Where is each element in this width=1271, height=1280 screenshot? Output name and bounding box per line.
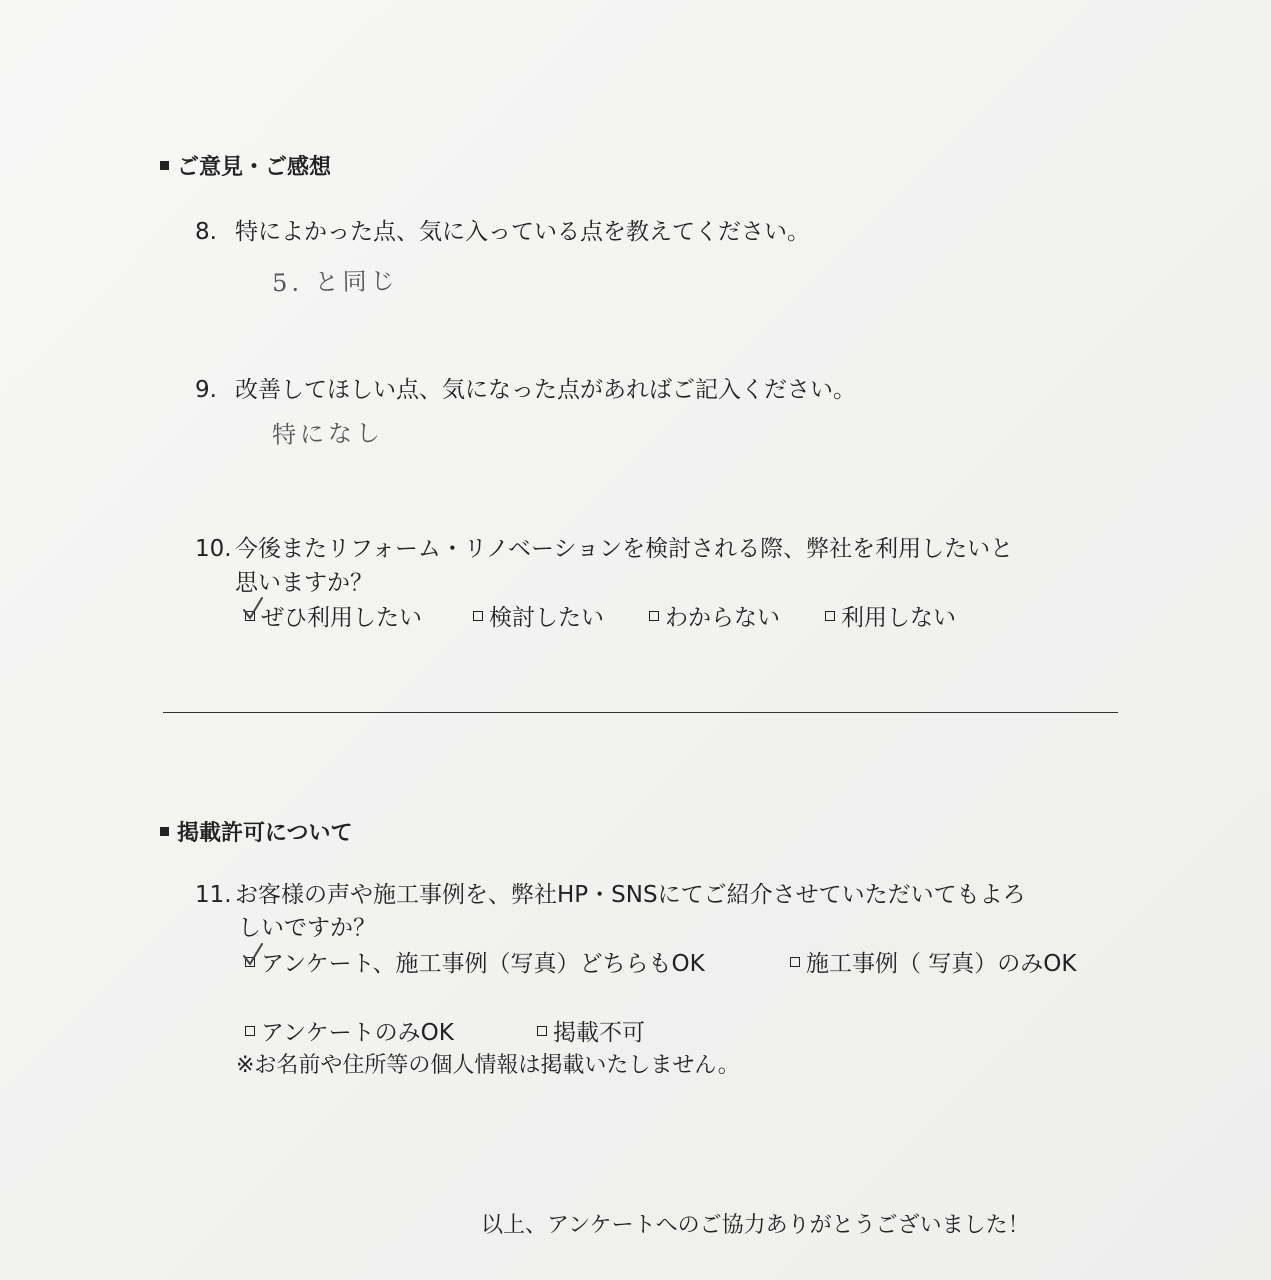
question-text-continued: 思いますか？ (235, 570, 373, 596)
question-text-continued: しいですか？ (238, 915, 376, 941)
option-consider[interactable] (473, 599, 604, 632)
option-label: わからない (665, 605, 780, 631)
question-number: 8. (195, 219, 217, 245)
option-not-sure[interactable] (649, 599, 780, 632)
checkbox[interactable] (245, 1026, 255, 1036)
checkbox-checked[interactable] (245, 611, 255, 621)
handwritten-answer-9: 特になし (271, 419, 385, 449)
question-text: 特によかった点、気に入っている点を教えてください。 (235, 219, 810, 245)
option-label: 掲載不可 (553, 1020, 645, 1046)
section-heading-opinions (160, 150, 331, 181)
checkbox[interactable] (649, 611, 659, 621)
heading-square-icon (160, 161, 169, 170)
question-8 (195, 213, 810, 246)
checkbox-checked[interactable] (245, 957, 255, 967)
option-survey-only-ok[interactable] (245, 1014, 454, 1047)
option-label: アンケート、施工事例（写真）どちらもOK (261, 951, 705, 977)
checkbox[interactable] (473, 611, 483, 621)
checkmark-icon (242, 942, 266, 966)
option-no-publication[interactable] (537, 1014, 645, 1047)
question-text: 今後またリフォーム・リノベーションを検討される際、弊社を利用したいと (235, 536, 1014, 562)
privacy-note: ※お名前や住所等の個人情報は掲載いたしません。 (236, 1053, 740, 1078)
option-photos-only-ok[interactable] (790, 945, 1077, 978)
question-10 (195, 530, 1013, 563)
option-label: 利用しない (841, 605, 956, 631)
question-number: 11. (195, 882, 232, 908)
option-label: 施工事例（ 写真）のみOK (806, 951, 1077, 977)
option-survey-and-photos-ok[interactable] (245, 945, 705, 978)
section-divider (163, 712, 1118, 713)
question-9 (195, 371, 856, 404)
checkbox[interactable] (825, 611, 835, 621)
question-number: 9. (195, 377, 217, 403)
question-text: 改善してほしい点、気になった点があればご記入ください。 (235, 377, 856, 403)
section-heading-text: ご意見・ご感想 (177, 155, 332, 180)
section-heading-text: 掲載許可について (177, 821, 353, 846)
question-text: お客様の声や施工事例を、弊社HP・SNSにてご紹介させていただいてもよろ (235, 882, 1026, 908)
question-number: 10. (195, 536, 232, 562)
checkbox[interactable] (790, 957, 800, 967)
question-11 (195, 876, 1026, 909)
option-label: ぜひ利用したい (261, 605, 422, 631)
option-will-not-use[interactable] (825, 599, 956, 632)
handwritten-answer-8: 5. と同じ (271, 266, 399, 298)
option-definitely-use[interactable] (245, 599, 422, 632)
checkmark-icon (242, 596, 266, 620)
checkbox[interactable] (537, 1026, 547, 1036)
closing-message: 以上、アンケートへのご協力ありがとうございました！ (481, 1213, 1030, 1238)
option-label: 検討したい (489, 605, 604, 631)
heading-square-icon (160, 827, 169, 836)
option-label: アンケートのみOK (261, 1020, 454, 1046)
section-heading-permission (160, 816, 353, 847)
